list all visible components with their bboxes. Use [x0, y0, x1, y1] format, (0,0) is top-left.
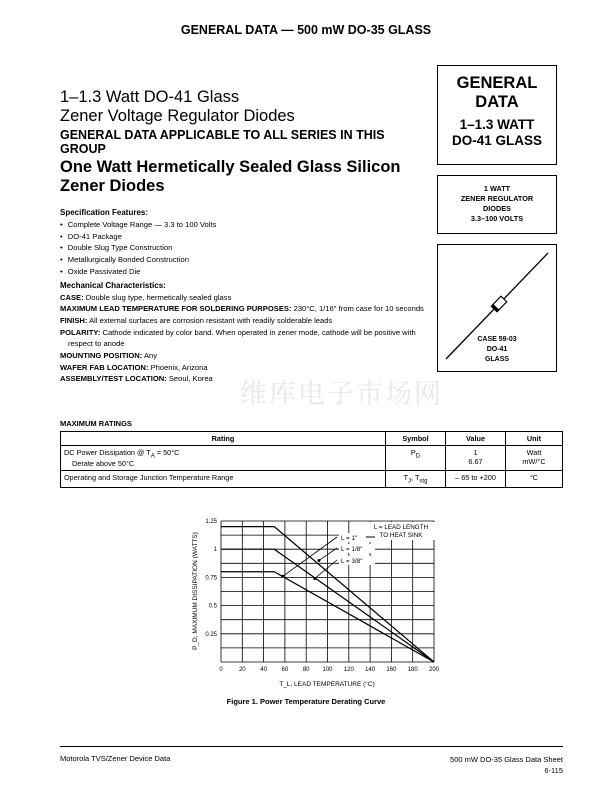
list-item: • Double Slug Type Construction [60, 242, 430, 254]
derating-chart [185, 510, 445, 695]
column-header: Symbol [386, 432, 446, 446]
subscript: J [408, 478, 412, 485]
mech-label: FINISH: [60, 315, 88, 325]
symbol: , T [411, 473, 420, 483]
box-text: CASE 59-03 [477, 336, 517, 343]
column-header: Rating [61, 432, 386, 446]
x-tick-label: 60 [281, 667, 289, 673]
table-header-row [61, 432, 563, 446]
x-tick-label: 20 [238, 667, 246, 673]
value-cell: – 65 to +200 [446, 471, 506, 487]
mech-label: ASSEMBLY/TEST LOCATION: [60, 374, 167, 384]
box-text: 1 WATT [483, 184, 511, 193]
mech-label: CASE: [60, 292, 84, 302]
footer-doc-title: 500 mW DO-35 Glass Data Sheet [450, 755, 563, 764]
mech-text: Cathode indicated by color band. When operated in zener mode, cathode will be positive with respect to anode [68, 327, 416, 349]
symbol-cell [386, 471, 446, 487]
footer-divider [60, 746, 563, 747]
mech-item [60, 303, 430, 315]
page-header: GENERAL DATA — 500 mW DO-35 GLASS [180, 23, 432, 37]
footer-right [450, 754, 563, 776]
mech-item [60, 350, 430, 362]
unit: mW/°C [522, 457, 546, 466]
x-tick-label: 100 [322, 667, 333, 673]
left-column [60, 88, 430, 385]
list-item: • Oxide Passivated Die [60, 266, 430, 278]
subscript: stg [419, 478, 428, 485]
unit-cell [506, 446, 563, 471]
mech-text: Double slug type, hermetically sealed glass [83, 292, 232, 302]
box-text: DATA [475, 93, 519, 111]
rating-text: = 50°C [154, 448, 180, 457]
table-row [61, 446, 563, 471]
mech-label: MAXIMUM LEAD TEMPERATURE FOR SOLDERING PURPOSES: [60, 304, 292, 314]
box-text: ZENER REGULATOR [460, 194, 534, 203]
x-axis-label: T_L, LEAD TEMPERATURE (°C) [279, 681, 375, 688]
y-axis-label: P_D, MAXIMUM DISSIPATION (WATTS) [192, 532, 199, 650]
legend-note: L = LEAD LENGTH [373, 524, 429, 531]
package-box [437, 244, 557, 372]
series-label: L = 3/8″ [341, 558, 363, 565]
unit: Watt [526, 448, 542, 457]
symbol: P [410, 448, 416, 457]
series-label: L = 1″ [341, 535, 358, 542]
x-tick-label: 200 [428, 667, 440, 673]
box-text: DO-41 GLASS [451, 133, 543, 148]
mech-label: MOUNTING POSITION: [60, 351, 143, 361]
symbol: T [403, 473, 409, 483]
mech-item [60, 327, 430, 350]
symbol-cell [386, 446, 446, 471]
value-cell [446, 446, 506, 471]
subscript: A [150, 453, 155, 460]
arrow-head [317, 559, 320, 562]
mech-text: 230°C, 1/16″ from case for 10 seconds [291, 304, 424, 314]
value: 1 [473, 448, 478, 457]
series-label-arrow [319, 548, 337, 560]
mech-text: Phoenix, Arizona [148, 362, 208, 372]
ratings-table [60, 431, 563, 488]
unit-cell: °C [506, 471, 563, 487]
chart-grid [221, 521, 434, 662]
title-line-2: Zener Voltage Regulator Diodes [60, 107, 295, 125]
ratings-title: MAXIMUM RATINGS [60, 419, 132, 428]
arrow-head [281, 575, 284, 578]
x-tick-label: 80 [302, 667, 310, 673]
table-row [61, 471, 563, 487]
x-tick-label: 160 [386, 667, 397, 673]
rating-text: DC Power Dissipation @ T [64, 448, 151, 457]
rating-cell [61, 446, 386, 471]
figure-caption: Figure 1. Power Temperature Derating Curve [226, 697, 386, 706]
mech-item [60, 315, 430, 327]
headline: One Watt Hermetically Sealed Glass Silicon Zener Diodes [60, 158, 401, 195]
list-item: • Metallurgically Bonded Construction [60, 254, 430, 266]
chart-ticks [205, 519, 439, 673]
mech-text: Seoul, Korea [166, 374, 213, 384]
y-tick-label: 1 [213, 547, 217, 554]
mech-heading: Mechanical Characteristics: [60, 280, 166, 290]
series-label-arrow [283, 537, 337, 576]
mech-label: WAFER FAB LOCATION: [60, 362, 149, 372]
box-text: 1–1.3 WATT [459, 117, 535, 132]
spec-heading: Specification Features: [60, 208, 149, 217]
arrow-head [313, 577, 316, 580]
y-tick-label: 0.5 [208, 603, 217, 610]
box-text: DO-41 [486, 346, 508, 353]
box-text: 3.3–100 VOLTS [470, 214, 524, 223]
x-tick-label: 180 [407, 667, 418, 673]
x-tick-label: 0 [219, 667, 223, 673]
value: 6.67 [468, 457, 483, 466]
box-text: GLASS [484, 356, 510, 363]
rating-text: Derate above 50°C [72, 459, 135, 469]
series-label: L = 1/8″ [341, 546, 363, 553]
x-tick-label: 120 [343, 667, 354, 673]
y-tick-label: 1.25 [205, 519, 217, 525]
general-data-box [437, 65, 557, 165]
column-header: Value [446, 432, 506, 446]
list-item: • Complete Voltage Range — 3.3 to 100 Volts [60, 219, 430, 231]
series-label-arrow [315, 560, 337, 579]
legend-note: TO HEAT SINK [379, 532, 423, 539]
mech-item [60, 292, 430, 304]
x-tick-label: 140 [365, 667, 376, 673]
mech-label: POLARITY: [60, 327, 101, 337]
mech-text: All external surfaces are corrosion resistant with readily solderable leads [87, 315, 333, 325]
title-line-1: 1–1.3 Watt DO-41 Glass [60, 88, 240, 106]
column-header: Unit [506, 432, 563, 446]
subscript: D [415, 453, 421, 460]
spec-features-list [60, 219, 430, 278]
product-summary-box [437, 175, 557, 234]
x-tick-label: 40 [260, 667, 267, 673]
footer-left: Motorola TVS/Zener Device Data [60, 754, 171, 763]
box-text: GENERAL [456, 74, 538, 92]
page-number: 6-115 [544, 766, 563, 775]
rating-cell: Operating and Storage Junction Temperature Range [61, 471, 386, 487]
box-text: DIODES [483, 204, 511, 213]
y-tick-label: 0.75 [205, 575, 217, 582]
mech-text: Any [142, 351, 158, 361]
y-tick-label: 0.25 [205, 631, 217, 638]
watermark: 维库电子市场网 [240, 379, 443, 410]
subtitle: GENERAL DATA APPLICABLE TO ALL SERIES IN THIS GROUP [60, 128, 385, 156]
list-item: • DO-41 Package [60, 231, 430, 243]
